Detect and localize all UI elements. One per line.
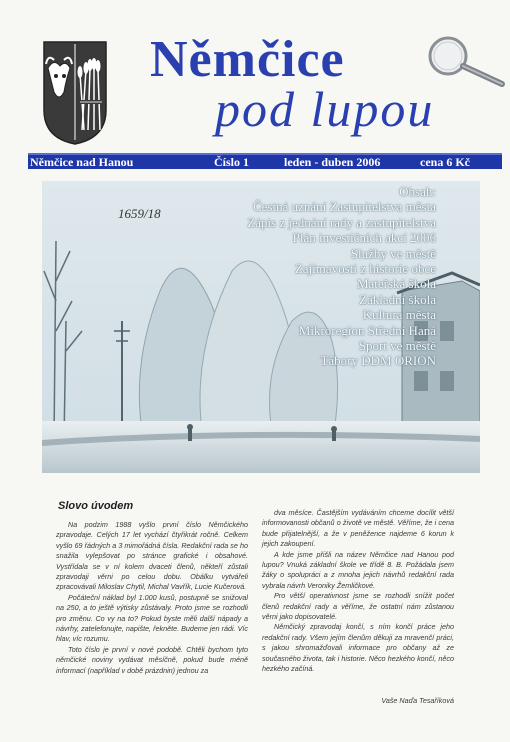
town-crest-emblem [42,40,108,146]
issue-price: cena 6 Kč [420,155,470,169]
article-paragraph: Počáteční náklad byl 1.000 kusů, postupně se snižoval na 250, a to ještě výtisky zůstávaly. Proto jsme se rozhodli pro změnu. Co vy na to? Pokud byste měli další nápady a návrhy, zatelefonujte, napište, řekněte. Budeme jen rádi. Víc hlav, víc rozumu. [56,592,248,644]
article-paragraph: Toto číslo je první v nové podobě. Chtěli bychom tyto němčické noviny vydávat měsíčně, pokud bude méně informací (například v době prázdnin) jednou za [56,644,248,675]
article-paragraph: Němčický zpravodaj končí, s ním končí práce jeho redakční rady. Všem jejím členům děkuji za mravenčí práci, s jakou shromažďovali informace pro občany až ze současného života, tak i historie. Něco hezkého končí, něco hezkého začíná. [262,622,454,674]
magnifying-glass-icon [418,34,506,90]
issue-period: leden - duben 2006 [284,155,381,169]
article-paragraph: Na podzim 1988 vyšlo první číslo Němčického zpravodaje. Celých 17 let vychází čtyřikrát ročně. Celkem vyšlo 69 řádných a 3 mimořádná čísla. Redakční rada se ho snažila vylepšovat po stránce grafické i obsahové. Vystřídala se v ní kolem dvaceti členů, někteří zůstali zpravodaji věrni po celou dobu. Obálku vytvářeli zpracovávali Miloslav Chytil, Michal Vavřík, Lucie Kučerová. [56,520,248,592]
contents-item: Služby ve městě [350,245,436,261]
table-of-contents [42,181,480,473]
town-name: Němčice nad Hanou [30,155,134,169]
contents-item: Mateřská škola [356,276,436,292]
contents-item: Kultura města [362,307,436,323]
contents-item: Tábory DDM ORION [320,353,436,369]
article-heading: Slovo úvodem [58,500,134,512]
newsletter-title: Němčice [150,31,345,88]
cover-photo [42,181,480,473]
contents-item: Zajímavosti z historie obce [294,261,436,276]
article-paragraph: dva měsíce. Častějším vydáváním chceme docílit větší informovanosti občanů o životě ve městě. Věříme, že i cena bude přijatelnější, a že v peněžence najdeme 6 korun k jejich zakoupení. [262,508,454,549]
issue-info-band [28,153,502,169]
article-column-right [262,508,454,675]
contents-item: Čestná uznání Zastupitelstva města [252,199,436,215]
contents-item: Sport ve městě [358,338,436,353]
article-paragraph: Pro větší operativnost jsme se rozhodli snížit počet členů redakční rady a věříme, že ostatní nám zůstanou věrni jako dopisovatelé. [262,591,454,622]
issue-number: Číslo 1 [214,155,250,169]
article-paragraph: A kde jsme přišli na název Němčice nad Hanou pod lupou? Vnuká základní škole ve třídě 8. B. Požádala jsem žáky o spolupráci a z mnoha jejich návrhů redakční rada vybrala návrh Veroniky Žemličkové. [262,549,454,590]
contents-item: Mikroregion Střední Haná [298,322,436,338]
newsletter-subtitle: pod lupou [215,81,435,137]
article-column-left [56,520,248,676]
contents-heading: Obsah: [399,184,436,199]
contents-item: Plán investičních akcí 2006 [292,230,436,246]
article-signature: Vaše Naďa Tesaříková [381,696,454,705]
handwritten-inventory-note: 1659/18 [118,206,161,221]
contents-item: Základní škola [359,291,436,307]
contents-item: Zápis z jednání rady a zastupitelstva [247,214,436,230]
